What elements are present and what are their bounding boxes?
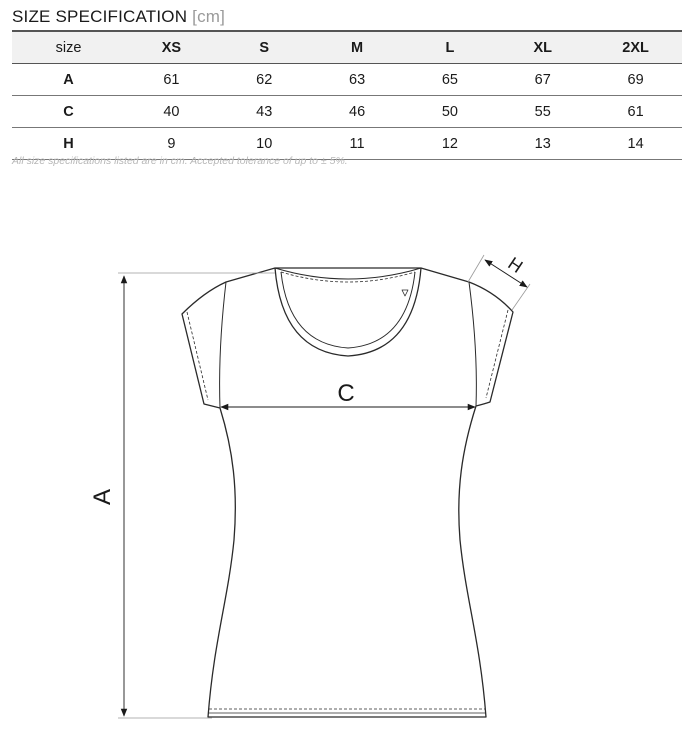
tshirt-outline: [182, 268, 513, 717]
table-cell: 14: [589, 128, 682, 160]
dimension-a: [89, 273, 275, 718]
header-2xl: 2XL: [589, 31, 682, 64]
table-cell: 65: [403, 64, 496, 96]
table-cell: 61: [589, 96, 682, 128]
header-xl: XL: [496, 31, 589, 64]
spec-title-text: SIZE SPECIFICATION: [12, 7, 188, 26]
header-xs: XS: [125, 31, 218, 64]
table-cell: 63: [311, 64, 404, 96]
table-cell: 46: [311, 96, 404, 128]
dimension-c: [221, 380, 475, 407]
row-label: A: [12, 64, 125, 96]
table-cell: 62: [218, 64, 311, 96]
table-cell: 50: [403, 96, 496, 128]
row-label: H: [12, 128, 125, 160]
spec-unit: [cm]: [192, 7, 226, 26]
header-m: M: [311, 31, 404, 64]
dimension-a-label: A: [89, 488, 116, 506]
table-cell: 13: [496, 128, 589, 160]
table-cell: 12: [403, 128, 496, 160]
row-label: C: [12, 96, 125, 128]
table-cell: 61: [125, 64, 218, 96]
table-cell: 9: [125, 128, 218, 160]
header-s: S: [218, 31, 311, 64]
dimension-h-label: H: [504, 253, 527, 277]
table-cell: 55: [496, 96, 589, 128]
header-l: L: [403, 31, 496, 64]
table-cell: 43: [218, 96, 311, 128]
tolerance-note: All size specifications listed are in cm. Accepted tolerance of up to ± 5%.: [12, 155, 348, 167]
dimension-h: [468, 253, 530, 310]
table-cell: 67: [496, 64, 589, 96]
dimension-c-label: C: [337, 380, 355, 407]
table-cell: 69: [589, 64, 682, 96]
table-cell: 10: [218, 128, 311, 160]
table-cell: 40: [125, 96, 218, 128]
header-size: size: [12, 31, 125, 64]
table-cell: 11: [311, 128, 404, 160]
